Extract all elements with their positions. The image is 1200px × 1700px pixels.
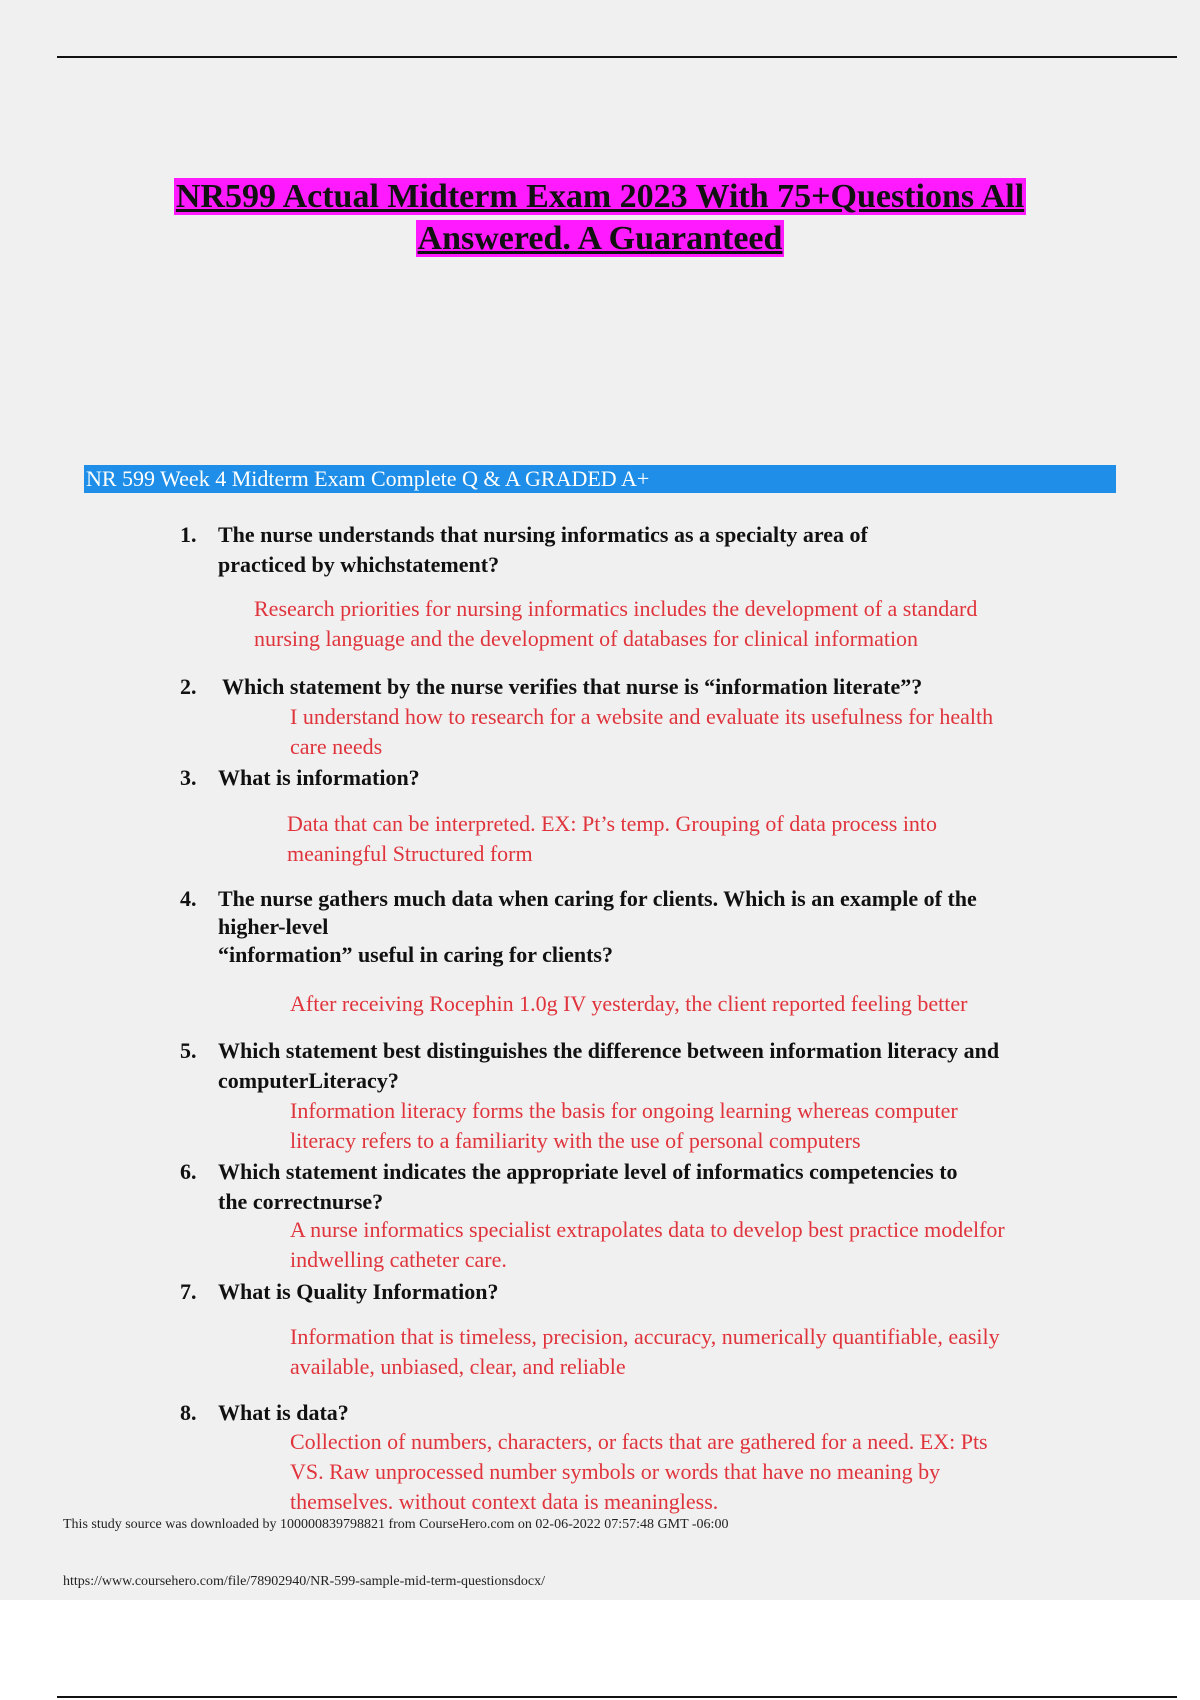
question-text-line: “information” useful in caring for clients? (218, 942, 613, 967)
question-text-line: What is information? (218, 765, 420, 790)
question-number: 6. (180, 1159, 197, 1184)
title-line-2: Answered. A Guaranteed (417, 220, 783, 257)
question-2 (180, 672, 1080, 702)
question-text-line: What is Quality Information? (218, 1279, 499, 1304)
answer-2 (290, 702, 993, 762)
answer-text-line: available, unbiased, clear, and reliable (290, 1354, 626, 1379)
source-url[interactable]: https://www.coursehero.com/file/78902940/NR-599-sample-mid-term-questionsdocx/ (63, 1574, 546, 1589)
answer-8 (290, 1427, 988, 1517)
question-text-line: The nurse gathers much data when caring for clients. Which is an example of the (218, 886, 977, 911)
answer-6 (290, 1215, 1005, 1275)
question-text-line: the correctnurse? (218, 1189, 384, 1214)
question-3 (180, 763, 1080, 793)
answer-text-line: Data that can be interpreted. EX: Pt’s temp. Grouping of data process into (287, 811, 938, 836)
answer-7 (290, 1322, 1000, 1382)
question-text-line: Which statement by the nurse verifies that nurse is “information literate”? (222, 674, 923, 699)
next-page-area (0, 1600, 1200, 1700)
top-rule (57, 56, 1177, 58)
answer-text-line: themselves. without context data is meaningless. (290, 1489, 719, 1514)
question-1 (180, 520, 1080, 580)
answer-text-line: Research priorities for nursing informatics includes the development of a standard (254, 596, 978, 621)
question-number: 8. (180, 1400, 197, 1425)
answer-3 (287, 809, 937, 869)
answer-text-line: After receiving Rocephin 1.0g IV yesterday, the client reported feeling better (290, 991, 968, 1016)
document-title (0, 176, 1200, 260)
question-text-line: practiced by whichstatement? (218, 552, 500, 577)
question-4 (180, 885, 1080, 969)
answer-text-line: Collection of numbers, characters, or facts that are gathered for a need. EX: Pts (290, 1429, 988, 1454)
question-text-line: computerLiteracy? (218, 1068, 399, 1093)
answer-text-line: meaningful Structured form (287, 841, 533, 866)
answer-1 (254, 594, 977, 654)
answer-text-line: care needs (290, 734, 383, 759)
answer-text-line: VS. Raw unprocessed number symbols or words that have no meaning by (290, 1459, 941, 1484)
answer-text-line: I understand how to research for a website and evaluate its usefulness for health (290, 704, 994, 729)
question-5 (180, 1036, 1080, 1096)
question-7 (180, 1277, 1080, 1307)
question-text-line: higher-level (218, 914, 329, 939)
title-line-1: NR599 Actual Midterm Exam 2023 With 75+Questions All (175, 178, 1025, 215)
question-6 (180, 1157, 1080, 1217)
answer-5 (290, 1096, 958, 1156)
question-number: 2. (180, 674, 197, 699)
question-number: 7. (180, 1279, 197, 1304)
answer-text-line: literacy refers to a familiarity with the use of personal computers (290, 1128, 861, 1153)
answer-4 (290, 989, 967, 1019)
bottom-rule (57, 1696, 1177, 1698)
question-number: 4. (180, 886, 197, 911)
question-text-line: Which statement indicates the appropriate level of informatics competencies to (218, 1159, 958, 1184)
question-text-line: What is data? (218, 1400, 349, 1425)
answer-text-line: Information that is timeless, precision, accuracy, numerically quantifiable, easily (290, 1324, 1000, 1349)
question-number: 5. (180, 1038, 197, 1063)
section-banner: NR 599 Week 4 Midterm Exam Complete Q & A GRADED A+ (84, 465, 1116, 493)
question-text-line: The nurse understands that nursing informatics as a specialty area of (218, 522, 868, 547)
question-8 (180, 1398, 1080, 1428)
question-number: 3. (180, 765, 197, 790)
answer-text-line: A nurse informatics specialist extrapolates data to develop best practice modelfor (290, 1217, 1005, 1242)
answer-text-line: nursing language and the development of databases for clinical information (254, 626, 919, 651)
question-text-line: Which statement best distinguishes the difference between information literacy and (218, 1038, 1000, 1063)
question-number: 1. (180, 522, 197, 547)
answer-text-line: Information literacy forms the basis for ongoing learning whereas computer (290, 1098, 958, 1123)
answer-text-line: indwelling catheter care. (290, 1247, 507, 1272)
download-note: This study source was downloaded by 100000839798821 from CourseHero.com on 02-06-2022 07:57:48 GMT -06:00 (63, 1517, 729, 1532)
